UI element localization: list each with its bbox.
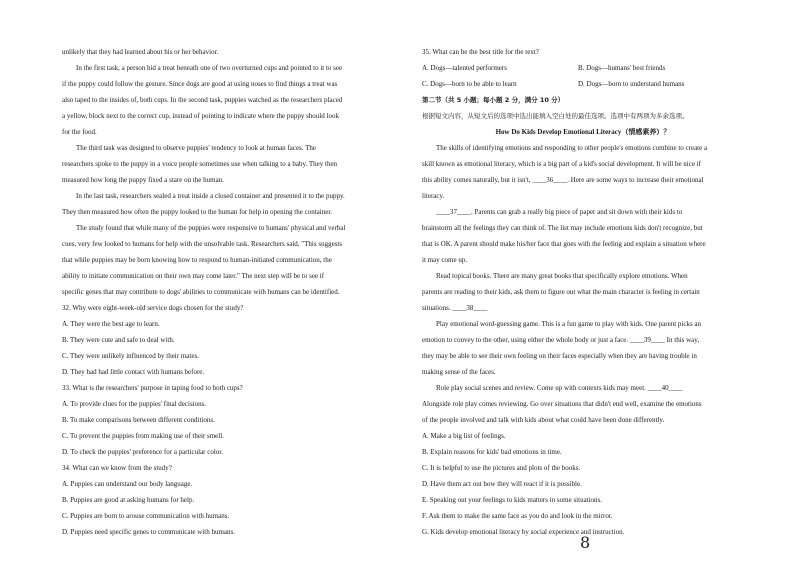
passage-title: How Do Kids Develop Emotional Literacy（情感素养）？ <box>495 128 671 136</box>
text-line: C. To prevent the puppies from making use of their smell. <box>62 432 224 440</box>
right-column <box>422 44 744 540</box>
text-line: In the first task, a person hid a treat beneath one of two overturned cups and pointed to it to see <box>76 64 343 72</box>
passage-line: situations. ____38____ <box>422 304 488 312</box>
left-column <box>62 44 392 540</box>
text-line: 34. What can we know from the study? <box>62 464 172 472</box>
text-line: 32. Why were eight-week-old service dogs chosen for the study? <box>62 304 244 312</box>
answer-option: A. Make a big list of feelings. <box>422 432 506 440</box>
passage-line: skill known as emotional literacy, which is a big part of a kid's social development. It will be nice if <box>422 160 701 168</box>
passage-line: of the people involved and talk with kids about what could have been done differently. <box>422 416 665 424</box>
text-line: cues, very few looked to humans for help with the unsolvable task. Researchers said, "This suggests <box>62 240 343 248</box>
passage-line: Play emotional word-guessing game. This is a fun game to play with kids. One parent picks an <box>436 320 702 328</box>
passage-line: The skills of identifying emotions and responding to other people's emotions combine to create a <box>436 144 708 152</box>
passage-line: they may be able to see their own feeling on their faces especially when they are having trouble in <box>422 352 697 360</box>
text-line: In the last task, researchers sealed a treat inside a closed container and presented it to the puppy. <box>76 192 345 200</box>
text-line: B. Puppies are good at asking humans for help. <box>62 496 195 504</box>
question-35: 35. What can be the best title for the text? <box>422 48 539 56</box>
answer-option: D. Have them act out how they will react if it is possible. <box>422 480 582 488</box>
text-line: measured how long the puppy fixed a stare on the human. <box>62 176 224 184</box>
text-line: if the puppy could follow the gesture. Since dogs are good at using noses to find things a treat was <box>62 80 338 88</box>
passage-line: this ability comes naturally, but it isn't, ____36____. Here are some ways to increase their emotional <box>422 176 704 184</box>
text-line: They then measured how often the puppy looked to the human for help in opening the container. <box>62 208 333 216</box>
text-line: that while puppies may be born knowing how to respond to human-initiated communication, the <box>62 256 332 264</box>
text-line: D. Puppies need specific genes to communicate with humans. <box>62 528 236 536</box>
passage-line: literacy. <box>422 192 445 200</box>
option-35-b: B. Dogs—humans' best friends <box>578 64 666 72</box>
option-list <box>422 428 744 540</box>
answer-option: E. Speaking out your feelings to kids matters in some situations. <box>422 496 603 504</box>
text-line: researchers spoke to the puppy in a voice people sometimes use when talking to a baby. They then <box>62 160 338 168</box>
answer-option: C. It is helpful to use the pictures and plots of the books. <box>422 464 581 472</box>
answer-option: F. Ask them to make the same face as you do and look in the mirror. <box>422 512 613 520</box>
text-line: B. To make comparisons between different conditions. <box>62 416 215 424</box>
passage-line: that is OK. A parent should make his/her face that goes with the feeling and explain a situation where <box>422 240 706 248</box>
answer-option: G. Kids develop emotional literacy by social experience and instruction. <box>422 528 625 536</box>
option-35-c: C. Dogs—born to be able to learn <box>422 80 517 88</box>
question-35-options-row-1 <box>422 60 744 76</box>
passage-line: Read topical books. There are many great books that specifically explore emotions. When <box>436 272 688 280</box>
text-line: specific genes that may contribute to dogs' abilities to communicate with humans can be identified. <box>62 288 340 296</box>
option-35-d: D. Dogs—born to understand humans <box>578 80 685 88</box>
passage-line: parents are reading to their kids, ask them to figure out what the main character is feeling in certain <box>422 288 700 296</box>
answer-option: B. Explain reasons for kids' bad emotions in time. <box>422 448 562 456</box>
passage-line: ____37____. Parents can grab a really big piece of paper and sit down with their kids to <box>436 208 683 216</box>
section-instructions: 根据短文内容，从短文后的选项中选出能填入空白处的最佳选项。选项中有两项为多余选项。 <box>422 112 689 120</box>
passage-line: making sense of the faces. <box>422 368 496 376</box>
text-line: The third task was designed to observe puppies' tendency to look at human faces. The <box>76 144 317 152</box>
passage-line: brainstorm all the feelings they can think of. The list may include emotions kids don't recognize, but <box>422 224 703 232</box>
text-line: D. They had had little contact with humans before. <box>62 368 205 376</box>
section-header: 第二节（共 5 小题；每小题 2 分，满分 10 分） <box>422 96 565 104</box>
text-line: ability to initiate communication on their own may come later." The next step will be to see if <box>62 272 325 280</box>
passage-line: emotion to convey to the other, using either the whole body or just a face. ____39____ In this way, <box>422 336 700 344</box>
text-line: for the food. <box>62 128 97 136</box>
text-line: unlikely that they had learned about his or her behavior. <box>62 48 219 56</box>
passage-line: Role play social scenes and review. Come up with contexts kids may meet. ____40____ <box>436 384 683 392</box>
passage-line: Alongside role play comes reviewing. Go over situations that didn't end well, examine the emotions <box>422 400 702 408</box>
passage-line: it may come up. <box>422 256 468 264</box>
text-line: C. Puppies are born to arouse communication with humans. <box>62 512 230 520</box>
text-line: C. They were unlikely influenced by their mates. <box>62 352 199 360</box>
passage-body <box>422 140 744 428</box>
page-number: 8 <box>580 533 591 552</box>
text-line: A. They were the best age to learn. <box>62 320 160 328</box>
text-line: A. To provide clues for the puppies' final decisions. <box>62 400 207 408</box>
text-line: 33. What is the researchers' purpose in taping food to both cups? <box>62 384 243 392</box>
text-line: B. They were cute and safe to deal with. <box>62 336 175 344</box>
text-line: A. Puppies can understand our body language. <box>62 480 193 488</box>
text-line: also taped to the insides of, both cups. In the second task, puppies watched as the researchers placed <box>62 96 343 104</box>
option-35-a: A. Dogs—talented performers <box>422 64 507 72</box>
text-line: a yellow, block next to the correct cup, instead of pointing to indicate where the puppy should look <box>62 112 339 120</box>
question-35-options-row-2 <box>422 76 744 92</box>
text-line: D. To check the puppies' preference for a particular color. <box>62 448 223 456</box>
text-line: The study found that while many of the puppies were responsive to humans' physical and verbal <box>76 224 346 232</box>
